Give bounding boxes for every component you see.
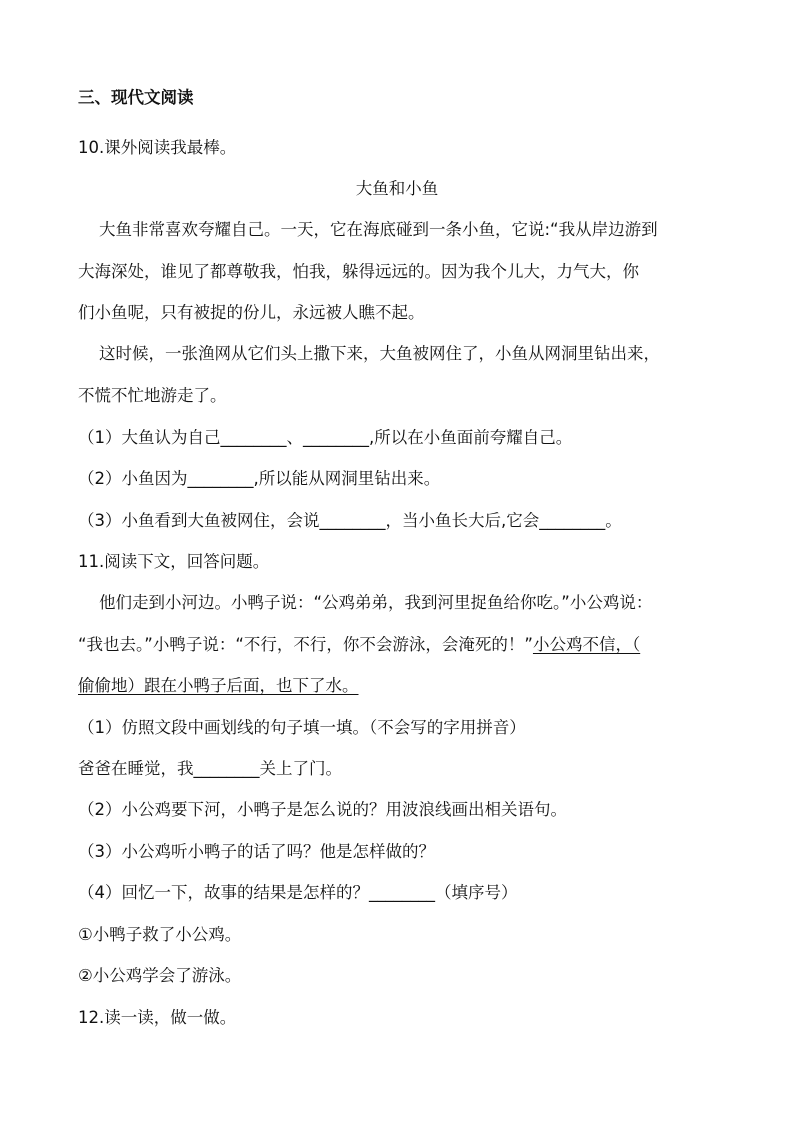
story-paragraph-1-line-2: 大海深处，谁见了都尊敬我，怕我，躲得远远的。因为我个儿大，力气大，你 [78, 262, 639, 281]
story-paragraph-2-line-1: 这时候，一张渔网从它们头上撒下来，大鱼被网住了，小鱼从网洞里钻出来， [99, 344, 660, 363]
q10-subquestion-3: （3）小鱼看到大鱼被网住，会说________，当小鱼长大后,它会________。 [78, 511, 622, 530]
q10-subquestion-2: （2）小鱼因为________,所以能从网洞里钻出来。 [78, 469, 441, 488]
section-title: 三、现代文阅读 [78, 88, 194, 107]
story-paragraph-1-line-1: 大鱼非常喜欢夸耀自己。一天，它在海底碰到一条小鱼，它说:“我从岸边游到 [99, 220, 658, 239]
story-paragraph-2-line-2: 不慌不忙地游走了。 [78, 386, 227, 405]
story-title: 大鱼和小鱼 [355, 179, 439, 198]
q11-underlined-sentence-end: 偷偷地）跟在小鸭子后面，也下了水。 [78, 676, 359, 695]
q11-passage-line-3 [78, 674, 359, 698]
question-10-title: 10.课外阅读我最棒。 [78, 138, 237, 157]
q11-option-1: ①小鸭子救了小公鸡。 [78, 925, 242, 944]
q11-subquestion-2: （2）小公鸡要下河，小鸭子是怎么说的？用波浪线画出相关语句。 [78, 800, 567, 819]
q11-subquestion-3: （3）小公鸡听小鸭子的话了吗？他是怎样做的？ [78, 842, 435, 861]
q11-passage-line-1: 他们走到小河边。小鸭子说：“公鸡弟弟，我到河里捉鱼给你吃。”小公鸡说： [99, 593, 653, 612]
q11-passage-line-2 [78, 633, 640, 657]
story-paragraph-1-line-3: 们小鱼呢，只有被捉的份儿，永远被人瞧不起。 [78, 303, 425, 322]
q11-option-2: ②小公鸡学会了游泳。 [78, 966, 242, 985]
q11-subquestion-1-fill: 爸爸在睡觉，我________关上了门。 [78, 759, 342, 778]
question-11-title: 11.阅读下文，回答问题。 [78, 552, 270, 571]
q11-underlined-sentence-start: 小公鸡不信，（ [532, 635, 641, 654]
q11-subquestion-4: （4）回忆一下，故事的结果是怎样的？________（填序号） [78, 883, 518, 902]
q11-subquestion-1: （1）仿照文段中画划线的句子填一填。（不会写的字用拼音） [78, 718, 526, 737]
q10-subquestion-1: （1）大鱼认为自己________、________,所以在小鱼面前夸耀自己。 [78, 428, 573, 447]
q11-passage-line-2-text: “我也去。”小鸭子说：“不行，不行，你不会游泳，会淹死的！” [78, 635, 533, 654]
question-12-title: 12.读一读，做一做。 [78, 1008, 237, 1027]
